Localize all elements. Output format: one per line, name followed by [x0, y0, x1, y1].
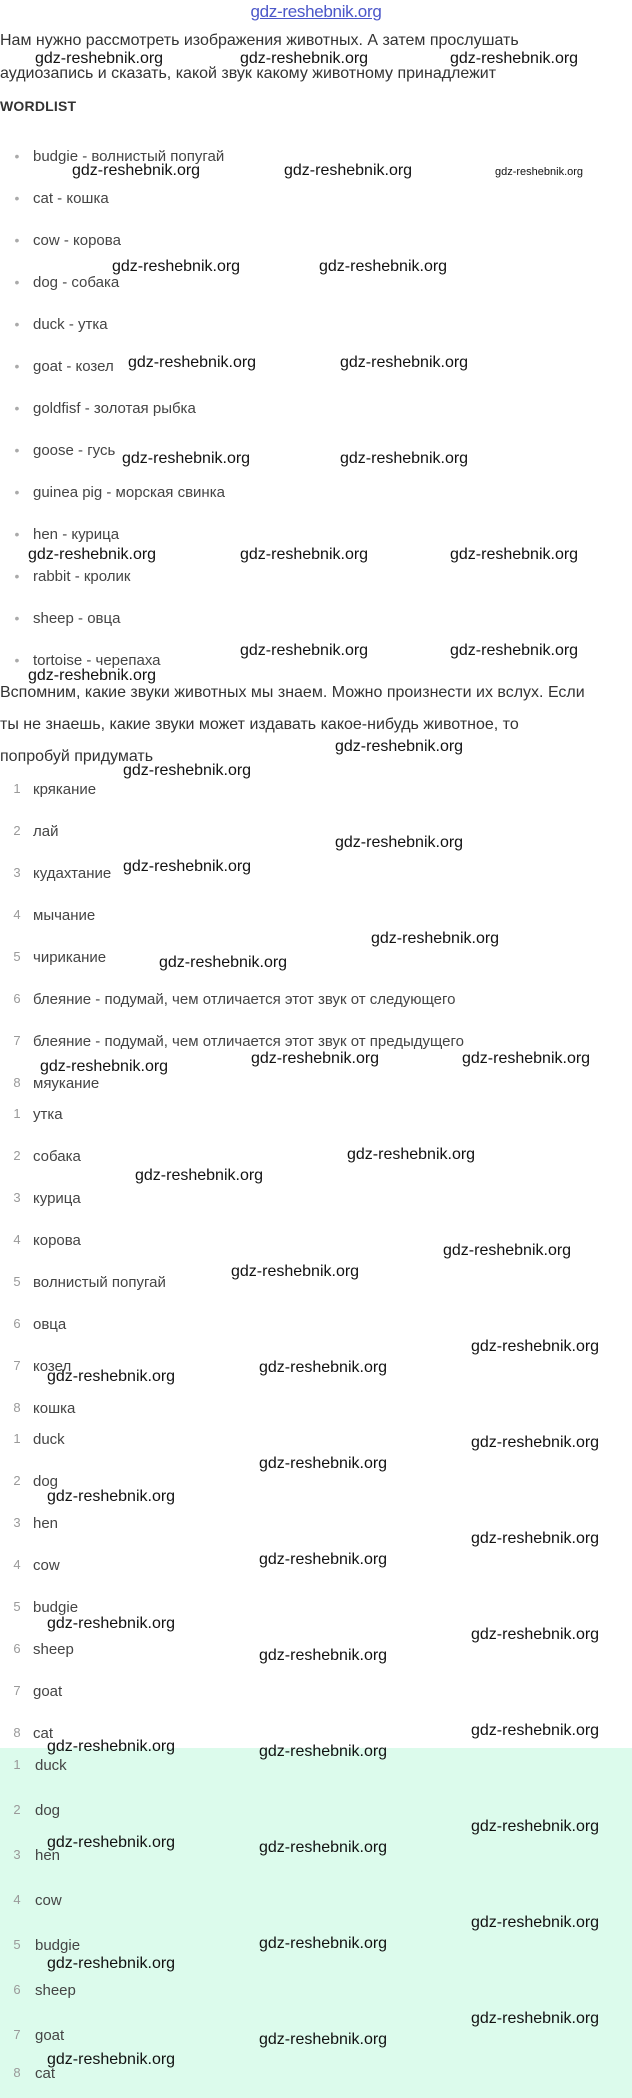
watermark: gdz-reshebnik.org	[231, 1263, 360, 1280]
watermark: gdz-reshebnik.org	[35, 50, 164, 67]
sounds-intro-line-2: ты не знаешь, какие звуки может издавать какое-нибудь животное, то	[0, 716, 519, 733]
watermark: gdz-reshebnik.org	[240, 50, 369, 67]
bullet-icon: •	[14, 358, 20, 374]
site-link[interactable]: gdz-reshebnik.org	[250, 2, 382, 21]
watermark: gdz-reshebnik.org	[123, 858, 252, 875]
watermark: gdz-reshebnik.org	[240, 642, 369, 659]
watermark: gdz-reshebnik.org	[122, 450, 251, 467]
bullet-icon: •	[14, 232, 20, 248]
watermark: gdz-reshebnik.org	[471, 1434, 600, 1451]
watermark: gdz-reshebnik.org	[47, 1488, 176, 1505]
watermark: gdz-reshebnik.org	[259, 1455, 388, 1472]
watermark: gdz-reshebnik.org	[450, 546, 579, 563]
watermark: gdz-reshebnik.org	[47, 1368, 176, 1385]
bullet-icon: •	[14, 526, 20, 542]
bullet-icon: •	[14, 484, 20, 500]
bullet-icon: •	[14, 400, 20, 416]
watermark: gdz-reshebnik.org	[471, 1722, 600, 1739]
wordlist-heading: WORDLIST	[0, 98, 77, 114]
watermark: gdz-reshebnik.org	[259, 1647, 388, 1664]
watermark: gdz-reshebnik.org	[135, 1167, 264, 1184]
watermark: gdz-reshebnik.org	[47, 2051, 176, 2068]
watermark: gdz-reshebnik.org	[462, 1050, 591, 1067]
watermark: gdz-reshebnik.org	[259, 1551, 388, 1568]
watermark: gdz-reshebnik.org	[47, 1834, 176, 1851]
bullet-icon: •	[14, 610, 20, 626]
watermark: gdz-reshebnik.org	[471, 1626, 600, 1643]
watermark: gdz-reshebnik.org	[251, 1050, 380, 1067]
watermark: gdz-reshebnik.org	[340, 354, 469, 371]
watermark: gdz-reshebnik.org	[471, 1914, 600, 1931]
bullet-icon: •	[14, 442, 20, 458]
watermark: gdz-reshebnik.org	[450, 50, 579, 67]
watermark: gdz-reshebnik.org	[28, 667, 157, 684]
watermark: gdz-reshebnik.org	[47, 1955, 176, 1972]
watermark: gdz-reshebnik.org	[471, 1530, 600, 1547]
watermark: gdz-reshebnik.org	[471, 1818, 600, 1835]
watermark: gdz-reshebnik.org	[259, 1359, 388, 1376]
sounds-intro-line-1: Вспомним, какие звуки животных мы знаем. Можно произнести их вслух. Если	[0, 684, 585, 701]
bullet-icon: •	[14, 190, 20, 206]
watermark: gdz-reshebnik.org	[259, 1839, 388, 1856]
watermark: gdz-reshebnik.org	[112, 258, 241, 275]
watermark: gdz-reshebnik.org	[28, 546, 157, 563]
watermark: gdz-reshebnik.org	[335, 834, 464, 851]
watermark: gdz-reshebnik.org	[347, 1146, 476, 1163]
watermark: gdz-reshebnik.org	[340, 450, 469, 467]
watermark: gdz-reshebnik.org	[471, 1338, 600, 1355]
watermark: gdz-reshebnik.org	[259, 1935, 388, 1952]
bullet-icon: •	[14, 568, 20, 584]
sounds-intro-line-3: попробуй придумать	[0, 748, 154, 765]
watermark: gdz-reshebnik.org	[335, 738, 464, 755]
watermark: gdz-reshebnik.org	[72, 162, 201, 179]
watermark: gdz-reshebnik.org	[371, 930, 500, 947]
watermark: gdz-reshebnik.org	[319, 258, 448, 275]
watermark: gdz-reshebnik.org	[495, 166, 584, 178]
watermark: gdz-reshebnik.org	[47, 1738, 176, 1755]
watermark: gdz-reshebnik.org	[240, 546, 369, 563]
watermark: gdz-reshebnik.org	[259, 1743, 388, 1760]
watermark: gdz-reshebnik.org	[40, 1058, 169, 1075]
watermark: gdz-reshebnik.org	[471, 2010, 600, 2027]
watermark: gdz-reshebnik.org	[284, 162, 413, 179]
bullet-icon: •	[14, 274, 20, 290]
watermark: gdz-reshebnik.org	[443, 1242, 572, 1259]
watermark: gdz-reshebnik.org	[47, 1615, 176, 1632]
bullet-icon: •	[14, 652, 20, 668]
watermark: gdz-reshebnik.org	[159, 954, 288, 971]
watermark: gdz-reshebnik.org	[450, 642, 579, 659]
watermark: gdz-reshebnik.org	[128, 354, 257, 371]
intro-line-2: аудиозапись и сказать, какой звук какому животному принадлежит	[0, 65, 497, 82]
bullet-icon: •	[14, 148, 20, 164]
bullet-icon: •	[14, 316, 20, 332]
watermark: gdz-reshebnik.org	[259, 2031, 388, 2048]
intro-line-1: Нам нужно рассмотреть изображения животных. А затем прослушать	[0, 32, 519, 49]
watermark: gdz-reshebnik.org	[123, 762, 252, 779]
